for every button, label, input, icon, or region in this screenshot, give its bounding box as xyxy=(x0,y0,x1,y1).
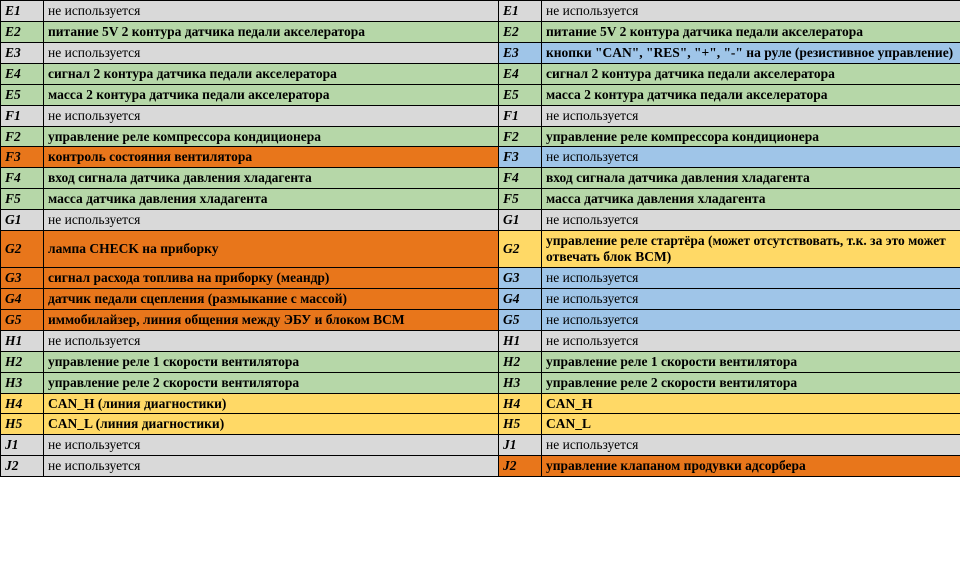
pin-label-left: H2 xyxy=(1,351,44,372)
table-row xyxy=(1,414,960,435)
pin-description-right: не используется xyxy=(542,1,960,22)
pin-description-left: CAN_L (линия диагностики) xyxy=(44,414,499,435)
pin-label-right: J2 xyxy=(499,456,542,477)
table-row xyxy=(1,84,960,105)
pin-description-left: масса датчика давления хладагента xyxy=(44,189,499,210)
pin-label-right: H2 xyxy=(499,351,542,372)
table-row xyxy=(1,456,960,477)
pin-description-right: управление клапаном продувки адсорбера xyxy=(542,456,960,477)
pin-description-left: управление реле 2 скорости вентилятора xyxy=(44,372,499,393)
pin-label-right: H1 xyxy=(499,330,542,351)
pin-description-right: не используется xyxy=(542,309,960,330)
pin-description-right: управление реле 2 скорости вентилятора xyxy=(542,372,960,393)
table-row xyxy=(1,435,960,456)
pin-label-right: F1 xyxy=(499,105,542,126)
table-row xyxy=(1,372,960,393)
table-row xyxy=(1,231,960,268)
pin-label-right: G3 xyxy=(499,267,542,288)
pin-description-left: датчик педали сцепления (размыкание с массой) xyxy=(44,288,499,309)
pin-label-left: E2 xyxy=(1,21,44,42)
pin-label-right: G5 xyxy=(499,309,542,330)
pin-description-left: сигнал 2 контура датчика педали акселератора xyxy=(44,63,499,84)
pin-description-right: масса 2 контура датчика педали акселератора xyxy=(542,84,960,105)
pin-description-right: вход сигнала датчика давления хладагента xyxy=(542,168,960,189)
table-row xyxy=(1,63,960,84)
table-row xyxy=(1,189,960,210)
table-row xyxy=(1,330,960,351)
pin-description-right: питание 5V 2 контура датчика педали акселератора xyxy=(542,21,960,42)
table-row xyxy=(1,210,960,231)
table-row xyxy=(1,42,960,63)
pin-label-right: E3 xyxy=(499,42,542,63)
table-row xyxy=(1,1,960,22)
pin-description-left: питание 5V 2 контура датчика педали акселератора xyxy=(44,21,499,42)
pin-description-left: не используется xyxy=(44,210,499,231)
table-row xyxy=(1,393,960,414)
pin-description-right: CAN_L xyxy=(542,414,960,435)
table-row xyxy=(1,267,960,288)
pin-description-right: не используется xyxy=(542,435,960,456)
pin-label-left: F3 xyxy=(1,147,44,168)
pin-description-right: управление реле 1 скорости вентилятора xyxy=(542,351,960,372)
pin-label-left: E4 xyxy=(1,63,44,84)
pin-description-left: сигнал расхода топлива на приборку (меандр) xyxy=(44,267,499,288)
pin-label-left: H5 xyxy=(1,414,44,435)
pin-label-right: E1 xyxy=(499,1,542,22)
pin-label-left: H3 xyxy=(1,372,44,393)
pin-description-left: не используется xyxy=(44,435,499,456)
table-row xyxy=(1,168,960,189)
pin-label-left: F4 xyxy=(1,168,44,189)
table-row xyxy=(1,309,960,330)
pin-description-right: управление реле компрессора кондиционера xyxy=(542,126,960,147)
pin-description-left: не используется xyxy=(44,42,499,63)
pin-label-right: F2 xyxy=(499,126,542,147)
pin-label-left: G1 xyxy=(1,210,44,231)
pin-label-left: F5 xyxy=(1,189,44,210)
pin-description-left: иммобилайзер, линия общения между ЭБУ и блоком BCM xyxy=(44,309,499,330)
pin-label-left: G3 xyxy=(1,267,44,288)
pin-label-right: G2 xyxy=(499,231,542,268)
pin-label-left: F1 xyxy=(1,105,44,126)
pin-label-right: J1 xyxy=(499,435,542,456)
pin-description-right: управление реле стартёра (может отсутствовать, т.к. за это может отвечать блок BCM) xyxy=(542,231,960,268)
pin-label-right: H3 xyxy=(499,372,542,393)
pin-description-right: сигнал 2 контура датчика педали акселератора xyxy=(542,63,960,84)
pin-description-right: CAN_H xyxy=(542,393,960,414)
pin-label-left: E3 xyxy=(1,42,44,63)
pin-label-right: G1 xyxy=(499,210,542,231)
pin-description-left: не используется xyxy=(44,105,499,126)
table-row xyxy=(1,351,960,372)
pin-description-left: лампа CHECK на приборку xyxy=(44,231,499,268)
pin-label-right: E2 xyxy=(499,21,542,42)
pin-label-right: H4 xyxy=(499,393,542,414)
pin-description-right: масса датчика давления хладагента xyxy=(542,189,960,210)
pin-description-right: не используется xyxy=(542,267,960,288)
pin-label-left: E5 xyxy=(1,84,44,105)
pin-description-left: масса 2 контура датчика педали акселератора xyxy=(44,84,499,105)
pin-label-right: F5 xyxy=(499,189,542,210)
pin-description-left: CAN_H (линия диагностики) xyxy=(44,393,499,414)
pin-label-right: E5 xyxy=(499,84,542,105)
pin-label-right: G4 xyxy=(499,288,542,309)
pin-label-left: H4 xyxy=(1,393,44,414)
pin-label-left: G4 xyxy=(1,288,44,309)
pin-label-left: E1 xyxy=(1,1,44,22)
pin-label-left: F2 xyxy=(1,126,44,147)
pin-label-left: J1 xyxy=(1,435,44,456)
pin-description-left: управление реле компрессора кондиционера xyxy=(44,126,499,147)
pin-label-left: G2 xyxy=(1,231,44,268)
pin-description-left: вход сигнала датчика давления хладагента xyxy=(44,168,499,189)
pin-label-right: F4 xyxy=(499,168,542,189)
pin-label-left: J2 xyxy=(1,456,44,477)
pin-description-right: кнопки "CAN", "RES", "+", "-" на руле (резистивное управление) xyxy=(542,42,960,63)
pin-description-right: не используется xyxy=(542,147,960,168)
pin-description-right: не используется xyxy=(542,105,960,126)
pin-label-right: H5 xyxy=(499,414,542,435)
pin-label-left: G5 xyxy=(1,309,44,330)
pin-description-right: не используется xyxy=(542,288,960,309)
pinout-table-body xyxy=(1,1,960,477)
pin-description-left: управление реле 1 скорости вентилятора xyxy=(44,351,499,372)
pin-description-right: не используется xyxy=(542,210,960,231)
table-row xyxy=(1,288,960,309)
pin-description-left: контроль состояния вентилятора xyxy=(44,147,499,168)
pin-label-left: H1 xyxy=(1,330,44,351)
pin-label-right: F3 xyxy=(499,147,542,168)
table-row xyxy=(1,105,960,126)
pin-label-right: E4 xyxy=(499,63,542,84)
pin-description-left: не используется xyxy=(44,330,499,351)
pin-description-left: не используется xyxy=(44,456,499,477)
table-row xyxy=(1,21,960,42)
pin-description-left: не используется xyxy=(44,1,499,22)
table-row xyxy=(1,126,960,147)
table-row xyxy=(1,147,960,168)
pin-description-right: не используется xyxy=(542,330,960,351)
